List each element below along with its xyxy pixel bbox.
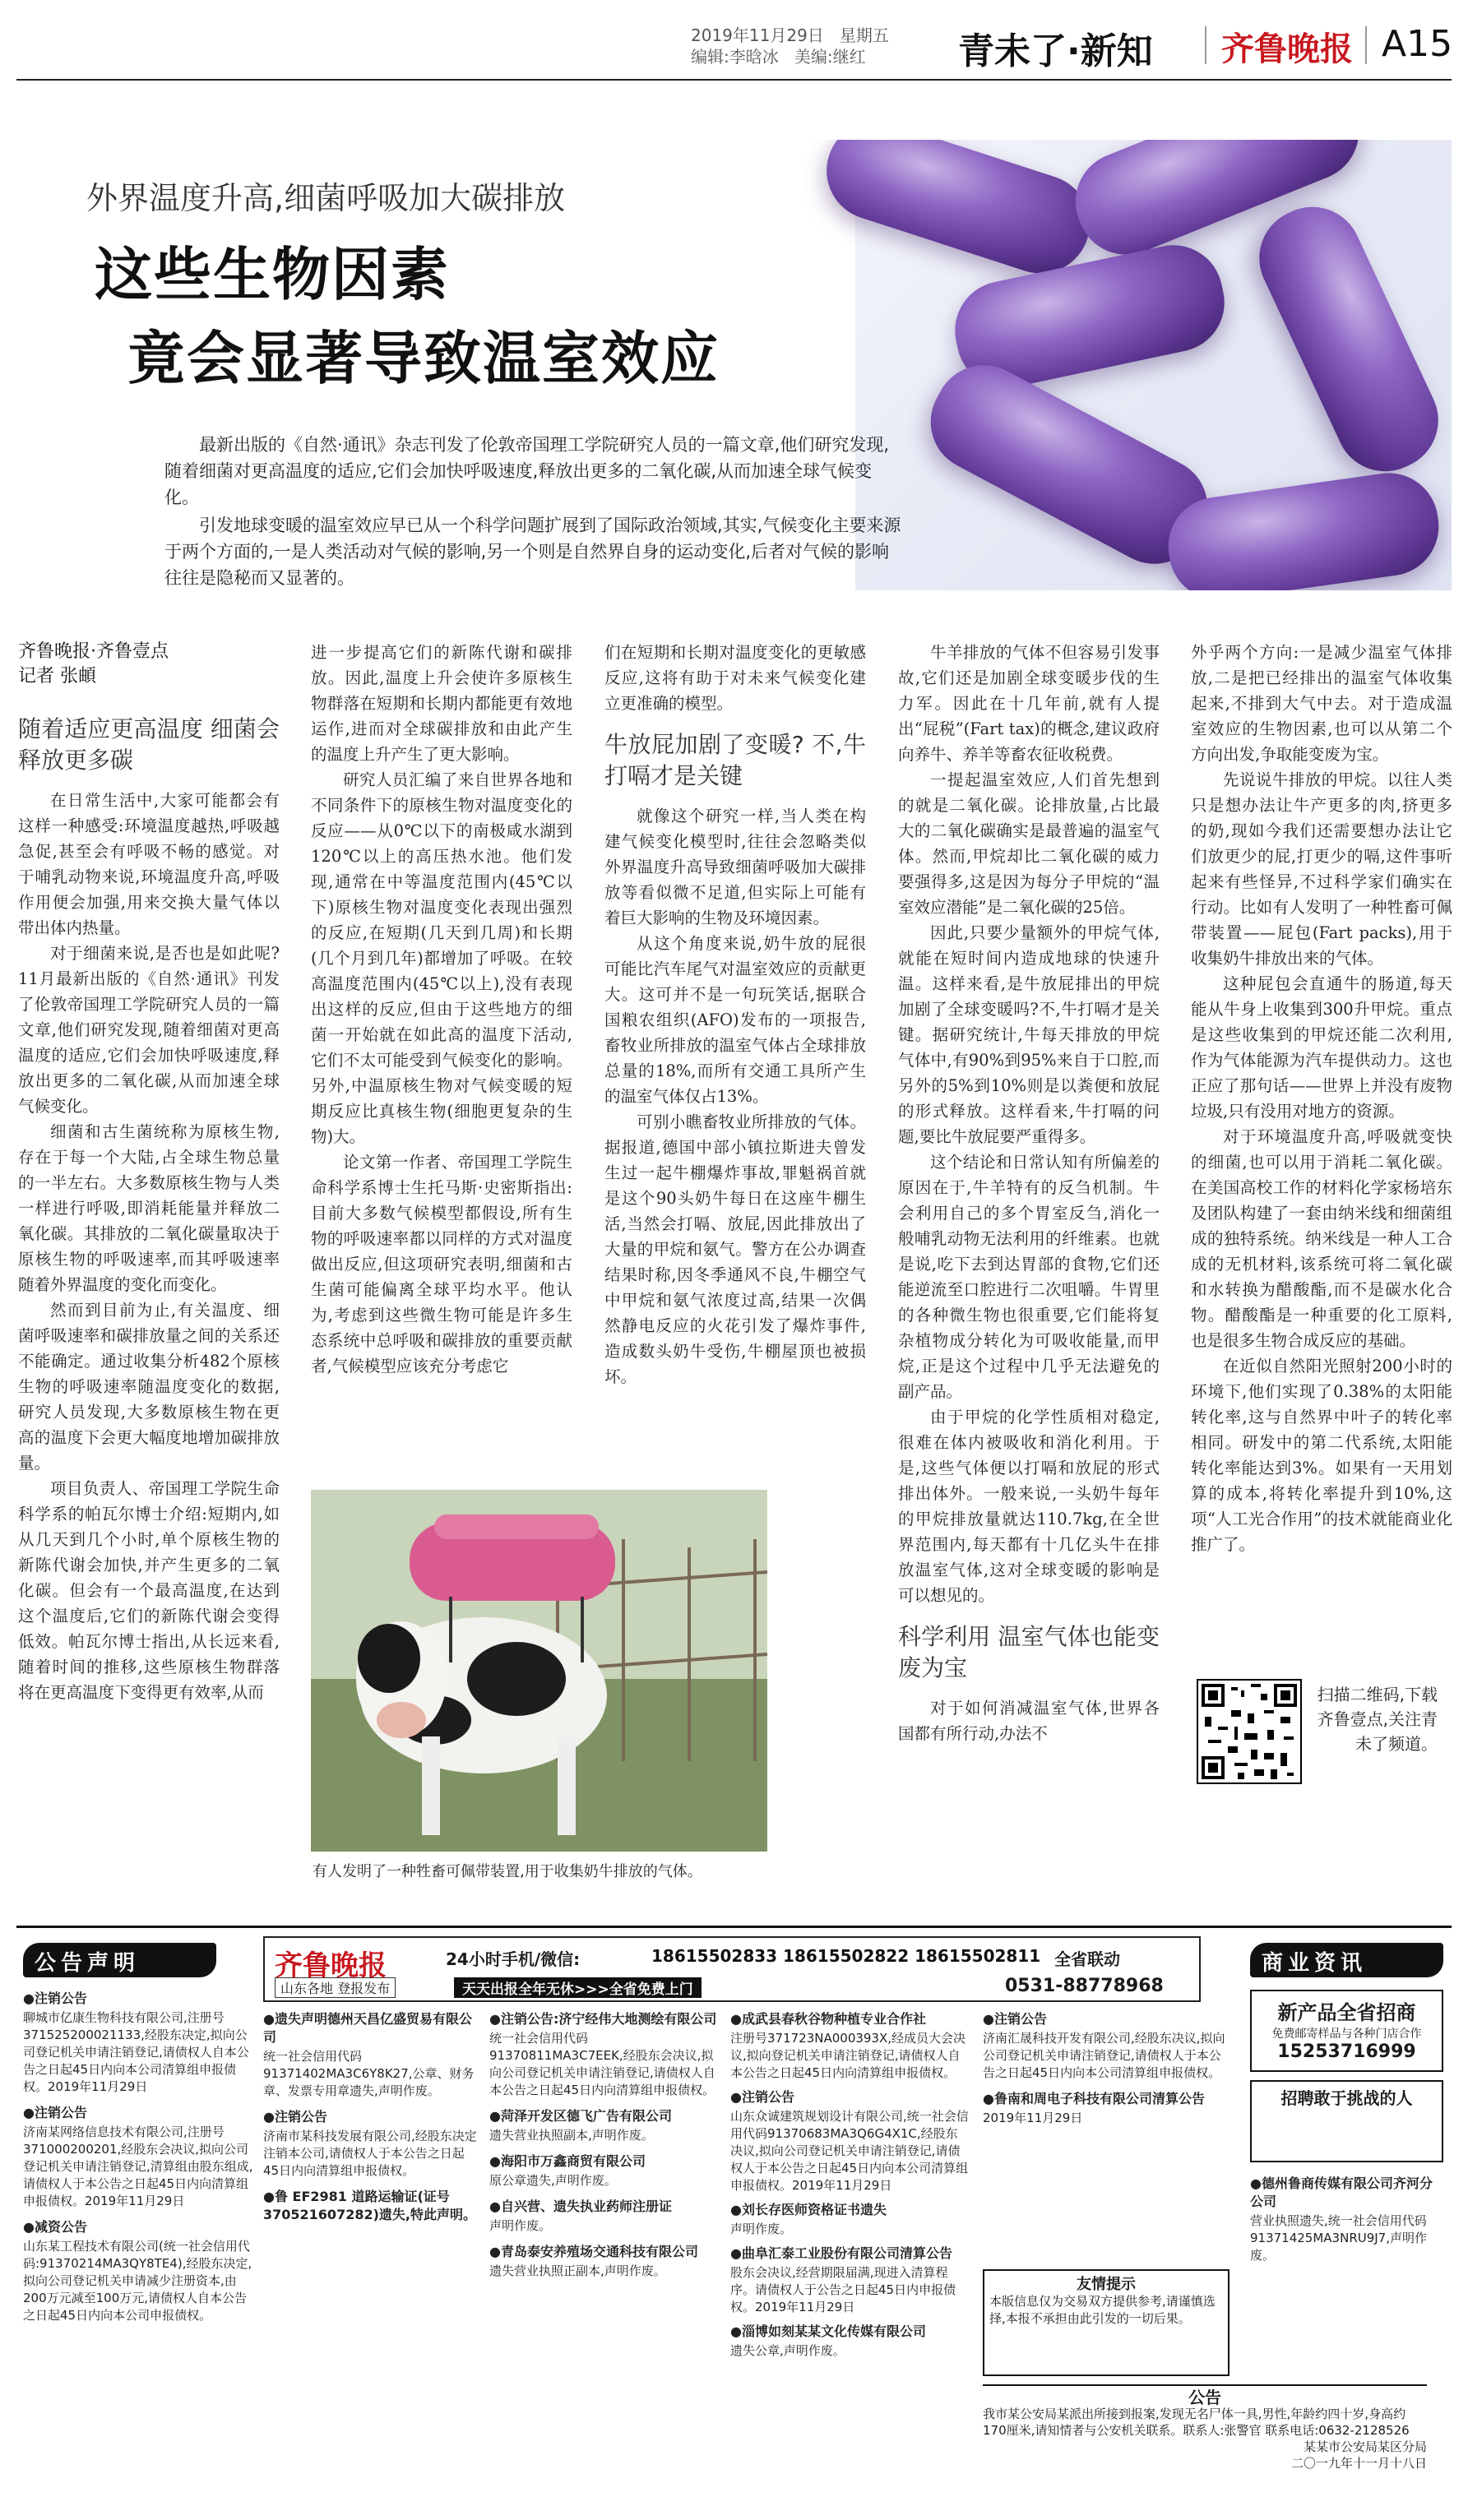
commerce-header: 商业资讯 [1250, 1943, 1443, 1977]
announcement-title: 公告 [1188, 2388, 1221, 2407]
reminder-text: 本版信息仅为交易双方提供参考,请谨慎选择,本报不承担由此引发的一切后果。 [989, 2294, 1216, 2326]
article-column-5 [1191, 640, 1452, 1663]
ad-title: ●刘长存医师资格证书遗失 [730, 2202, 887, 2217]
classified-ads-section [16, 1926, 1452, 2505]
police-announcement [983, 2384, 1427, 2504]
hotline-phones: 18615502833 18615502822 18615502811 [651, 1946, 1041, 1966]
ad-title: ●注销公告 [23, 2105, 87, 2120]
designer-credit: 美编:继红 [794, 47, 866, 67]
body-paragraph: 因此,只要少量额外的甲烷气体,就能在短时间内造成地球的快速升温。这样来看,是牛放屁排出的甲烷加剧了全球变暖吗?不,牛打嗝才是关键。据研究统计,牛每天排放的甲烷气体中,有90%到95%来自于口腔,而另外的5%到10%则是以粪便和放屁的形式释放。这样看来,牛打嗝的问题,要比牛放屁要严重得多。 [898, 923, 1160, 1146]
ad-text: 山东某工程技术有限公司(统一社会信用代码:91370214MA3QY8TE4),经股东决定,拟向公司登记机关申请减少注册资本,由200万元减至100万元,请债权人自本公告之日起45日内向本公司申报债权。 [23, 2239, 252, 2323]
ad-text: 山东众诚建筑规划设计有限公司,统一社会信用代码91370683MA3Q6G4X1C,经股东决议,拟向公司登记机关申请注销登记,请债权人于本公告之日起45日内向本公司清算组申报债权。2019年11月29日 [730, 2109, 969, 2193]
announcement-body: 我市某公安局某派出所接到报案,发现无名尸体一具,男性,年龄约四十岁,身高约170厘米,请知情者与公安机关联系。联系人:张警官 联系电话:0632-2128526 [983, 2407, 1410, 2438]
ad-text: 济南市某科技发展有限公司,经股东决定注销本公司,请债权人于本公告之日起45日内向清算组申报债权。 [263, 2129, 477, 2178]
ad-text: 统一社会信用代码91370811MA3C7EEK,经股东会决议,拟向公司登记机关申请注销登记,请债权人自本公告之日起45日内向清算组申报债权。 [489, 2031, 715, 2097]
headline-line-1: 这些生物因素 [95, 240, 450, 308]
ad-text: 声明作废。 [730, 2222, 793, 2236]
recruitment-ad [1250, 2080, 1443, 2162]
body-paragraph: 论文第一作者、帝国理工学院生命科学系博士生托马斯·史密斯指出:目前大多数气候模型都假设,所有生物的呼吸速率都以同样的方式对温度做出反应,但这项研究表明,细菌和古生菌可能偏离全球平均水平。他认为,考虑到这些微生物可能是许多生态系统中总呼吸和碳排放的重要贡献者,气候模型应该充分考虑它 [311, 1153, 572, 1376]
new-product-title: 新产品全省招商 [1277, 2001, 1416, 2024]
hotline-slogan-2: 天天出报全年无休>>>全省免费上门 [454, 1977, 702, 1998]
ad-text: 遗失营业执照副本,声明作废。 [489, 2128, 654, 2143]
ad-text: 原公章遗失,声明作废。 [489, 2173, 617, 2188]
qr-instructions: 扫描二维码,下载齐鲁壹点,关注青未了频道。 [1317, 1685, 1438, 1754]
header-divider [1205, 26, 1206, 64]
hotline-slogan: 山东各地 登报发布 [275, 1977, 396, 1998]
body-paragraph: 这个结论和日常认知有所偏差的原因在于,牛羊特有的反刍机制。牛会利用自己的多个胃室反刍,消化一般哺乳动物无法利用的纤维素。也就是说,吃下去到达胃部的食物,它们还能逆流至口腔进行二次咀嚼。牛胃里的各种微生物也很重要,它们能将复杂植物成分转化为可吸收能量,而甲烷,正是这个过程中几乎无法避免的副产品。 [898, 1153, 1160, 1401]
ad-title: ●德州鲁商传媒有限公司齐河分公司 [1250, 2176, 1433, 2209]
recruitment-title: 招聘敢于挑战的人 [1280, 2088, 1413, 2108]
byline-outlet: 齐鲁晚报·齐鲁壹点 [18, 641, 169, 662]
hotline-label: 24小时手机/微信: [446, 1949, 581, 1969]
ad-title: ●鲁 EF2981 道路运输证(证号370521607282)遗失,特此声明。 [263, 2189, 476, 2222]
newspaper-brand: 齐鲁晚报 [1221, 30, 1353, 68]
ad-title: ●减资公告 [23, 2219, 87, 2235]
body-paragraph: 们在短期和长期对温度变化的更敏感反应,这将有助于对未来气候变化建立更准确的模型。 [604, 643, 866, 713]
body-paragraph: 在日常生活中,大家可能都会有这样一种感受:环境温度越热,呼吸越急促,甚至会有呼吸不畅的感觉。对于哺乳动物来说,环境温度升高,呼吸作用便会加强,用来交换大量气体以带出体内热量。 [18, 791, 280, 937]
body-paragraph: 一提起温室效应,人们首先想到的就是二氧化碳。论排放量,占比最大的二氧化碳确实是最普遍的温室气体。然而,甲烷却比二氧化碳的威力要强得多,这是因为每分子甲烷的“温室效应潜能”是二氧化碳的25倍。 [898, 770, 1160, 917]
header-meta [691, 25, 889, 67]
article-column-3 [604, 640, 866, 1470]
editor-credit: 编辑:李晗冰 [691, 47, 779, 67]
byline-reporter: 记者 张頔 [18, 666, 96, 687]
hotline-tel: 0531-88778968 [1005, 1976, 1164, 1996]
ad-title: ●自兴营、遗失执业药师注册证 [489, 2199, 672, 2214]
body-paragraph: 研究人员汇编了来自世界各地和不同条件下的原核生物对温度变化的反应——从0℃以下的南极咸水湖到120℃以上的高压热水池。他们发现,通常在中等温度范围内(45℃以下)原核生物对温度变化表现出强烈的反应,在短期(几天到几周)和长期(几个月到几年)都增加了呼吸。在较高温度范围内(45℃以上),没有表现出这样的反应,但由于这些地方的细菌一开始就在如此高的温度下活动,它们不太可能受到气候变化的影响。另外,中温原核生物对气候变暖的短期反应比真核生物(细胞更复杂的生物)大。 [311, 770, 572, 1146]
ad-title: ●菏泽开发区德飞广告有限公司 [489, 2108, 672, 2124]
body-paragraph: 在近似自然阳光照射200小时的环境下,他们实现了0.38%的太阳能转化率,这与自然界中叶子的转化率相同。研发中的第二代系统,太阳能转化率能达到3%。如果有一天用划算的成本,将转化率提升到10%,这项“人工光合作用”的技术就能商业化推广了。 [1191, 1357, 1452, 1554]
ad-text: 遗失公章,声明作废。 [730, 2343, 845, 2358]
body-paragraph: 然而到目前为止,有关温度、细菌呼吸速率和碳排放量之间的关系还不能确定。通过收集分析482个原核生物的呼吸速率随温度变化的数据,研究人员发现,大多数原核生物在更高的温度下会更大幅度地增加碳排放量。 [18, 1301, 280, 1473]
section-title: 青未了·新知 [958, 30, 1153, 72]
ad-text: 注册号371723NA000393X,经成员大会决议,拟向登记机关申请注销登记,请债权人自本公告之日起45日内向清算组申报债权。 [730, 2031, 966, 2080]
ad-text: 股东会决议,经营期限届满,现进入清算程序。请债权人于公告之日起45日内申报债权。2019年11月29日 [730, 2265, 956, 2314]
body-paragraph: 牛羊排放的气体不但容易引发事故,它们还是加剧全球变暖步伐的生力军。因此在十几年前,就有人提出“屁税”(Fart tax)的概念,建议政府向养牛、养羊等畜农征收税费。 [898, 643, 1160, 764]
qr-code[interactable] [1197, 1679, 1302, 1784]
public-notice-header: 公告声明 [23, 1943, 216, 1977]
hero-kicker: 外界温度升高,细菌呼吸加大碳排放 [86, 180, 566, 216]
new-product-sub: 免费邮寄样品与各种门店合作 [1271, 2028, 1422, 2041]
body-paragraph: 先说说牛排放的甲烷。以往人类只是想办法让牛产更多的肉,挤更多的奶,现如今我们还需要想办法让它们放更少的屁,打更少的嗝,这件事听起来有些怪异,不过科学家们确实在行动。比如有人发明了一种牲畜可佩带装置——屁包(Fart packs),用于收集奶牛排放出来的气体。 [1191, 770, 1452, 968]
bacterium-shape [1243, 191, 1452, 488]
bacterium-shape [814, 140, 1103, 286]
issue-weekday: 星期五 [839, 25, 889, 45]
ad-title: ●注销公告 [23, 1991, 87, 2006]
ad-title: ●海阳市万鑫商贸有限公司 [489, 2153, 646, 2169]
ad-title: ●注销公告 [263, 2109, 327, 2125]
body-paragraph: 项目负责人、帝国理工学院生命科学系的帕瓦尔博士介绍:短期内,如从几天到几个小时,单个原核生物的新陈代谢会加快,并产生更多的二氧化碳。但会有一个最高温度,在达到这个温度后,它们的新陈代谢会变得低效。帕瓦尔博士指出,从长远来看,随着时间的推移,这些原核生物群落将在更高温度下变得更有效率,从而 [18, 1479, 280, 1702]
article-column-1 [18, 640, 280, 1848]
subheading: 随着适应更高温度 细菌会释放更多碳 [18, 715, 280, 774]
subheading: 科学利用 温室气体也能变废为宝 [898, 1623, 1160, 1681]
announcement-date: 二〇一九年十一月十八日 [1290, 2456, 1427, 2471]
bacterium-shape [1162, 467, 1445, 590]
ad-title: ●遗失声明德州天昌亿盛贸易有限公司 [263, 2011, 472, 2045]
subheading: 牛放屁加剧了变暖? 不,牛打嗝才是关键 [604, 731, 866, 789]
article-column-2 [311, 640, 572, 1462]
ad-title: ●成武县春秋谷物种植专业合作社 [730, 2011, 926, 2027]
ad-text: 声明作废。 [489, 2218, 552, 2233]
photo-caption: 有人发明了一种牲畜可佩带装置,用于收集奶牛排放的气体。 [313, 1863, 702, 1880]
ad-title: ●注销公告 [730, 2089, 794, 2105]
ad-text: 营业执照遗失,统一社会信用代码91371425MA3NRU9J7,声明作废。 [1250, 2213, 1427, 2263]
ad-title: ●鲁南和周电子科技有限公司清算公告 [983, 2091, 1205, 2106]
new-product-ad [1250, 1990, 1443, 2072]
body-paragraph: 由于甲烷的化学性质相对稳定,很难在体内被吸收和消化利用。于是,这些气体便以打嗝和放屁的形式排出体外。一般来说,一头奶牛每年的甲烷排放量就达110.7kg,在全世界范围内,每天都有十几亿头牛在排放温室气体,这对全球变暖的影响是可以想见的。 [898, 1408, 1160, 1605]
ad-text: 遗失营业执照正副本,声明作废。 [489, 2263, 666, 2278]
byline [18, 640, 280, 689]
body-paragraph: 对于环境温度升高,呼吸就变快的细菌,也可以用于消耗二氧化碳。在美国高校工作的材料化学家杨培东及团队构建了一套由纳米线和细菌组成的独特系统。纳米线是一种人工合成的无机材料,该系统可将二氧化碳和水转换为醋酸酯,而不是碳水化合物。醋酸酯是一种重要的化工原料,也是很多生物合成反应的基础。 [1191, 1127, 1452, 1350]
ad-column-1 [23, 1990, 253, 2499]
lead-paragraphs [164, 432, 905, 590]
lead-paragraph: 引发地球变暖的温室效应早已从一个科学问题扩展到了国际政治领域,其实,气候变化主要来源于两个方面的,一是人类活动对气候的影响,另一个则是自然界自身的运动变化,后者对气候的影响往往是隐秘而又显著的。 [164, 516, 901, 588]
ad-text: 济南汇晟科技开发有限公司,经股东决议,拟向公司登记机关申请注销登记,请债权人于本公告之日起45日内向本公司清算组申报债权。 [983, 2031, 1225, 2080]
reminder-title: 友情提示 [1077, 2276, 1136, 2293]
bacteria-illustration [855, 140, 1452, 590]
ad-column-4 [730, 2010, 969, 2499]
ad-text: 聊城市亿康生物科技有限公司,注册号371525200021133,经股东决定,拟向公司登记机关申请注销登记,请债权人自本公告之日起45日内向本公司清算组申报债权。2019年11月29日 [23, 2010, 249, 2094]
body-paragraph: 细菌和古生菌统称为原核生物,存在于每一个大陆,占全球生物总量的一半左右。大多数原核生物与人类一样进行呼吸,即消耗能量并释放二氧化碳。其排放的二氧化碳量取决于原核生物的呼吸速率,而其呼吸速率随着外界温度的变化而变化。 [18, 1122, 280, 1294]
ad-column-2 [263, 2010, 477, 2499]
ad-text: 统一社会信用代码91371402MA3C6Y8K27,公章、财务章、发票专用章遗失,声明作废。 [263, 2049, 475, 2098]
body-paragraph: 进一步提高它们的新陈代谢和碳排放。因此,温度上升会使许多原核生物群落在短期和长期内都能更有效地运作,进而对全球碳排放和由此产生的温度上升产生了更大影响。 [311, 643, 572, 764]
new-product-phone: 15253716999 [1277, 2041, 1416, 2062]
cow-photo [311, 1490, 767, 1852]
body-paragraph: 这种屁包会直通牛的肠道,每天能从牛身上收集到300升甲烷。重点是这些收集到的甲烷还能二次利用,作为气体能源为汽车提供动力。这也正应了那句话——世界上并没有废物垃圾,只有没用对地方的资源。 [1191, 974, 1452, 1121]
article-column-4 [898, 640, 1160, 1865]
ad-text: 2019年11月29日 [983, 2111, 1083, 2125]
announcement-signer: 某某市公安局某区分局 [1303, 2439, 1427, 2454]
hotline-nationwide: 全省联动 [1054, 1949, 1120, 1969]
page-header [16, 18, 1453, 72]
hero-section [16, 140, 1452, 590]
body-paragraph: 可别小瞧畜牧业所排放的气体。据报道,德国中部小镇拉斯进夫曾发生过一起牛棚爆炸事故,罪魁祸首就是这个90头奶牛每日在这座牛棚生活,当然会打嗝、放屁,因此排放出了大量的甲烷和氨气。警方在公办调查结果时称,因冬季通风不良,牛棚空气中甲烷和氨气浓度过高,结果一次偶然静电反应的火花引发了爆炸事件,造成数头奶牛受伤,牛棚屋顶也被损坏。 [604, 1112, 866, 1386]
cow-illustration [311, 1490, 767, 1852]
body-paragraph: 就像这个研究一样,当人类在构建气候变化模型时,往往会忽略类似外界温度升高导致细菌呼吸加大碳排放等看似微不足道,但实际上可能有着巨大影响的生物及环境因素。 [604, 807, 866, 927]
hotline-brand: 齐鲁晚报 [275, 1949, 387, 1982]
ad-title: ●淄博如刻某某文化传媒有限公司 [730, 2323, 926, 2339]
ad-column-3 [489, 2010, 720, 2499]
issue-date: 2019年11月29日 [691, 25, 824, 45]
header-rule [16, 79, 1452, 81]
ad-column-6 [1250, 2175, 1443, 2372]
ad-text: 济南某网络信息技术有限公司,注册号371000200201,经股东会决议,拟向公司登记机关申请注销登记,清算组由股东组成,请债权人于本公告之日起45日内向清算组申报债权。2019年11月29日 [23, 2125, 253, 2208]
body-paragraph: 从这个角度来说,奶牛放的屁很可能比汽车尾气对温室效应的贡献更大。这可并不是一句玩笑话,据联合国粮农组织(AFO)发布的一项报告,畜牧业所排放的温室气体占全球排放总量的18%,而所有交通工具所产生的温室气体仅占13%。 [604, 934, 866, 1106]
friendly-reminder-box [983, 2269, 1230, 2376]
body-paragraph: 对于如何消减温室气体,世界各国都有所行动,办法不 [898, 1699, 1160, 1743]
body-paragraph: 对于细菌来说,是否也是如此呢?11月最新出版的《自然·通讯》刊发了伦敦帝国理工学院研究人员的一篇文章,他们研究发现,随着细菌对更高温度的适应,它们会加快呼吸速度,释放出更多的二氧化碳,从而加速全球气候变化。 [18, 944, 280, 1116]
ad-title: ●曲阜汇泰工业股份有限公司清算公告 [730, 2245, 952, 2261]
header-divider [1365, 26, 1367, 64]
ad-column-5 [983, 2010, 1230, 2265]
ad-title: ●注销公告:济宁经伟大地测绘有限公司 [489, 2011, 717, 2027]
ad-title: ●注销公告 [983, 2011, 1047, 2027]
headline-line-2: 竟会显著导致温室效应 [127, 324, 720, 392]
page-number: A15 [1382, 23, 1453, 65]
lead-paragraph: 最新出版的《自然·通讯》杂志刊发了伦敦帝国理工学院研究人员的一篇文章,他们研究发现,随着细菌对更高温度的适应,它们会加快呼吸速度,释放出更多的二氧化碳,从而加速全球气候变化。 [164, 435, 890, 507]
ad-title: ●青岛泰安养殖场交通科技有限公司 [489, 2244, 698, 2259]
body-paragraph: 外乎两个方向:一是减少温室气体排放,二是把已经排出的温室气体收集起来,不排到大气中去。对于造成温室效应的生物因素,也可以从第二个方向出发,争取能变废为宝。 [1191, 643, 1452, 764]
hotline-banner [263, 1936, 1201, 2002]
qr-code-icon [1198, 1681, 1300, 1782]
